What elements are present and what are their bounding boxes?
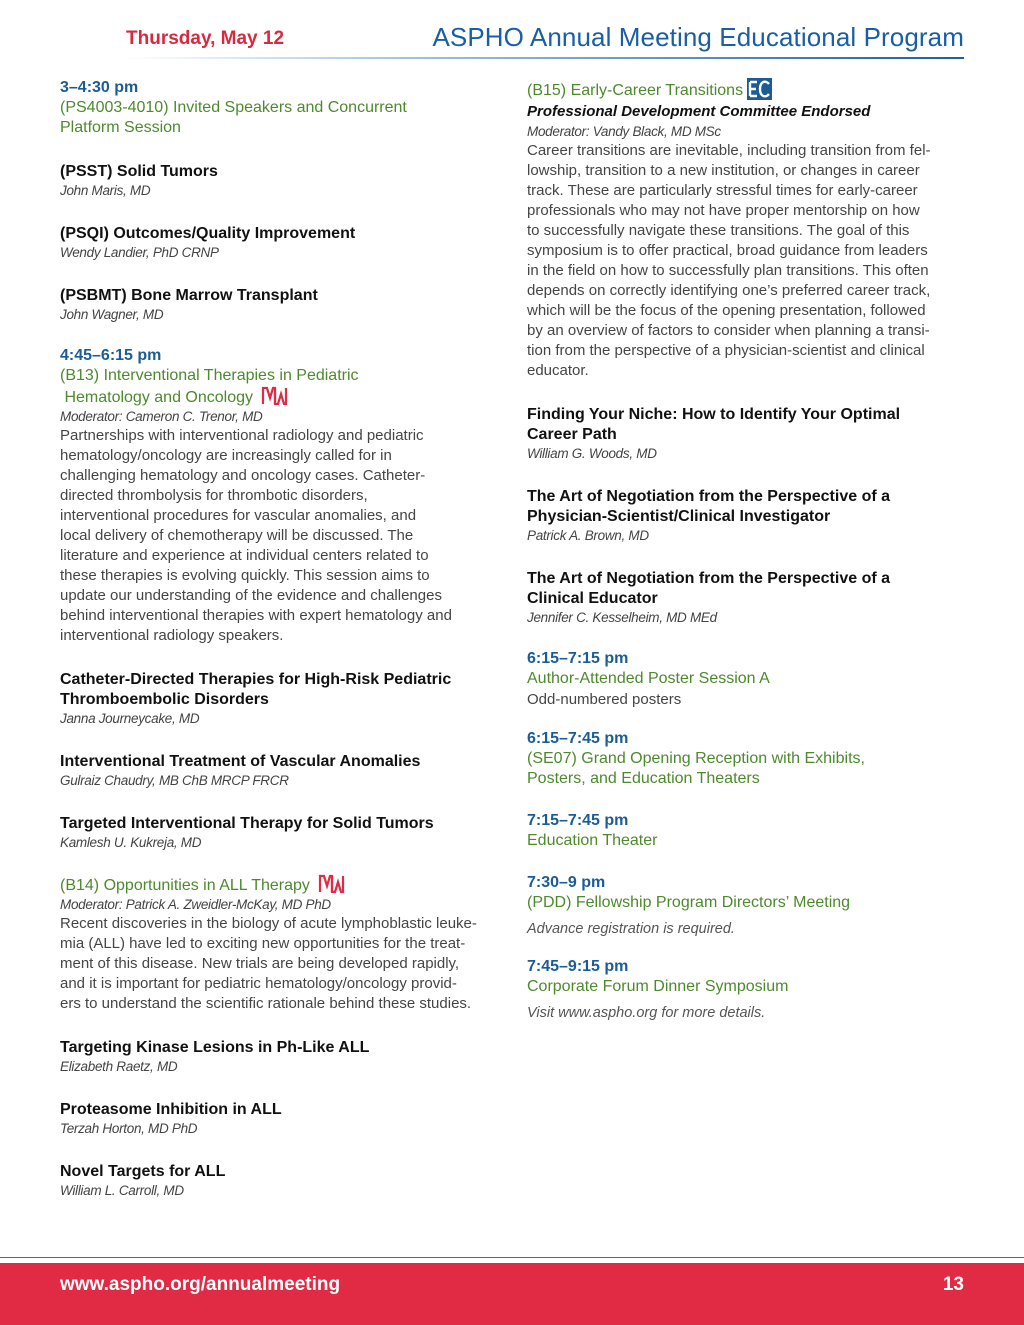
talk-title: The Art of Negotiation from the Perspective of a <box>527 488 891 505</box>
footer-url[interactable]: www.aspho.org/annualmeeting <box>60 1274 341 1295</box>
session-title-text: (B14) Opportunities in ALL Therapy <box>60 877 310 894</box>
event-title: (PDD) Fellowship Program Directors’ Meeting <box>527 894 851 911</box>
event-time: 6:15–7:45 pm <box>527 730 629 747</box>
talk-title-cont: Career Path <box>527 426 617 443</box>
talk-title: (PSBMT) Bone Marrow Transplant <box>60 287 318 304</box>
session-title: (B13) Interventional Therapies in Pediatric <box>60 367 359 384</box>
talk-title: Targeting Kinase Lesions in Ph-Like ALL <box>60 1039 370 1056</box>
talk-speaker: Kamlesh U. Kukreja, MD <box>60 835 202 850</box>
session-moderator: Moderator: Cameron C. Trenor, MD <box>60 409 263 424</box>
talk-speaker: Terzah Horton, MD PhD <box>60 1121 198 1136</box>
desc-line: Recent discoveries in the biology of acute lymphoblastic leuke- <box>60 915 477 932</box>
desc-line: educator. <box>527 362 589 379</box>
talk-speaker: Gulraiz Chaudry, MB ChB MRCP FRCR <box>60 773 289 788</box>
session-time: 3–4:30 pm <box>60 79 139 96</box>
desc-line: depends on correctly identifying one’s preferred career track, <box>527 282 931 299</box>
talk-speaker: Janna Journeycake, MD <box>60 711 200 726</box>
event-corporate-forum <box>527 957 967 1023</box>
talk-title: Interventional Treatment of Vascular Anomalies <box>60 753 421 770</box>
footer-rule <box>0 1257 1024 1258</box>
event-poster-session <box>527 649 967 711</box>
event-note: Advance registration is required. <box>527 921 735 937</box>
desc-line: hematology/oncology are increasingly called for in <box>60 447 392 464</box>
talk-title: Catheter-Directed Therapies for High-Risk Pediatric <box>60 671 452 688</box>
talk-title: The Art of Negotiation from the Perspective of a <box>527 570 891 587</box>
session-description <box>60 426 496 646</box>
talk-title-cont: Physician-Scientist/Clinical Investigator <box>527 508 831 525</box>
desc-line: mia (ALL) have led to exciting new opportunities for the treat- <box>60 935 466 952</box>
talk-psbmt <box>60 286 496 324</box>
talk-negotiation-scientist <box>527 487 967 545</box>
talk-psqi <box>60 224 496 262</box>
talk-title: Proteasome Inhibition in ALL <box>60 1101 282 1118</box>
session-moderator: Moderator: Vandy Black, MD MSc <box>527 124 721 139</box>
desc-line: lowship, transition to a new institution, or changes in career <box>527 162 920 179</box>
talk-speaker: Elizabeth Raetz, MD <box>60 1059 178 1074</box>
desc-line: directed thrombolysis for thrombotic disorders, <box>60 487 368 504</box>
event-education-theater <box>527 811 967 851</box>
talk-title: (PSQI) Outcomes/Quality Improvement <box>60 225 356 242</box>
session-description <box>527 141 967 381</box>
talk-kinase <box>60 1038 496 1076</box>
event-title-cont: Posters, and Education Theaters <box>527 770 760 787</box>
talk-vascular <box>60 752 496 790</box>
event-title: Author-Attended Poster Session A <box>527 670 770 687</box>
page-number: 13 <box>942 1274 964 1295</box>
event-note: Visit www.aspho.org for more details. <box>527 1005 766 1021</box>
talk-speaker: John Maris, MD <box>60 183 151 198</box>
desc-line: track. These are particularly stressful times for early-career <box>527 182 918 199</box>
talk-speaker: John Wagner, MD <box>60 307 164 322</box>
m-badge-icon <box>318 874 345 893</box>
desc-line: these therapies is evolving quickly. This session aims to <box>60 567 430 584</box>
desc-line: which will be the focus of the opening presentation, followed <box>527 302 926 319</box>
desc-line: ment of this disease. New trials are being developed rapidly, <box>60 955 460 972</box>
desc-line: challenging hematology and oncology cases. Catheter- <box>60 467 426 484</box>
talk-title: (PSST) Solid Tumors <box>60 163 218 180</box>
talk-speaker: William G. Woods, MD <box>527 446 657 461</box>
event-time: 6:15–7:15 pm <box>527 650 629 667</box>
session-title-text: Hematology and Oncology <box>60 389 253 406</box>
talk-title-cont: Clinical Educator <box>527 590 658 607</box>
event-title: (SE07) Grand Opening Reception with Exhibits, <box>527 750 865 767</box>
desc-line: and it is important for pediatric hematology/oncology provid- <box>60 975 457 992</box>
session-description <box>60 914 496 1014</box>
desc-line: tion from the perspective of a physician-scientist and clinical <box>527 342 925 359</box>
desc-line: literature and experience at individual centers related to <box>60 547 429 564</box>
desc-line: Partnerships with interventional radiology and pediatric <box>60 427 424 444</box>
desc-line: in the field on how to successfully plan transitions. This often <box>527 262 929 279</box>
desc-line: professionals who may not have proper mentorship on how <box>527 202 920 219</box>
session-title-text: (B15) Early-Career Transitions <box>527 82 744 99</box>
talk-niche <box>527 405 967 463</box>
session-b14 <box>60 874 496 1014</box>
header-title: ASPHO Annual Meeting Educational Program <box>432 22 964 52</box>
header-day: Thursday, May 12 <box>126 28 285 49</box>
desc-line: ers to understand the scientific rationale behind these studies. <box>60 995 472 1012</box>
talk-title-cont: Thromboembolic Disorders <box>60 691 269 708</box>
talk-solid-tumors <box>60 814 496 852</box>
desc-line: interventional procedures for vascular anomalies, and <box>60 507 417 524</box>
event-time: 7:30–9 pm <box>527 874 606 891</box>
session-b15 <box>527 78 967 381</box>
left-column <box>60 78 496 1200</box>
right-column <box>527 78 967 1023</box>
talk-negotiation-educator <box>527 569 967 627</box>
session-ps4003 <box>60 78 496 138</box>
session-title-cont: Platform Session <box>60 119 181 136</box>
m-badge-icon <box>261 386 288 405</box>
session-title <box>60 874 496 896</box>
talk-catheter <box>60 670 496 728</box>
desc-line: symposium is to offer practical, broad guidance from leaders <box>527 242 928 259</box>
endorsement: Professional Development Committee Endorsed <box>527 103 871 120</box>
talk-novel-targets <box>60 1162 496 1200</box>
session-title-cont <box>60 386 496 408</box>
event-title: Corporate Forum Dinner Symposium <box>527 978 789 995</box>
ec-badge-icon <box>747 78 772 100</box>
desc-line: local delivery of chemotherapy will be discussed. The <box>60 527 414 544</box>
event-time: 7:15–7:45 pm <box>527 812 629 829</box>
talk-psst <box>60 162 496 200</box>
event-title: Education Theater <box>527 832 658 849</box>
page-header <box>0 0 1024 62</box>
desc-line: Career transitions are inevitable, including transition from fel- <box>527 142 931 159</box>
desc-line: to successfully navigate these transitions. The goal of this <box>527 222 910 239</box>
talk-proteasome <box>60 1100 496 1138</box>
event-pdd <box>527 873 967 939</box>
session-title <box>527 78 967 101</box>
session-time: 4:45–6:15 pm <box>60 347 162 364</box>
header-rule <box>126 57 964 59</box>
desc-line: behind interventional therapies with expert hematology and <box>60 607 452 624</box>
desc-line: interventional radiology speakers. <box>60 627 284 644</box>
talk-speaker: Wendy Landier, PhD CRNP <box>60 245 219 260</box>
session-moderator: Moderator: Patrick A. Zweidler-McKay, MD PhD <box>60 897 331 912</box>
event-se07 <box>527 729 967 789</box>
event-time: 7:45–9:15 pm <box>527 958 629 975</box>
page-footer <box>0 1263 1024 1325</box>
session-title: (PS4003-4010) Invited Speakers and Concurrent <box>60 99 407 116</box>
talk-speaker: Patrick A. Brown, MD <box>527 528 649 543</box>
session-b13 <box>60 346 496 646</box>
talk-speaker: William L. Carroll, MD <box>60 1183 184 1198</box>
event-note: Odd-numbered posters <box>527 691 682 708</box>
desc-line: by an overview of factors to consider when planning a transi- <box>527 322 930 339</box>
talk-title: Novel Targets for ALL <box>60 1163 226 1180</box>
talk-title: Finding Your Niche: How to Identify Your Optimal <box>527 406 901 423</box>
talk-speaker: Jennifer C. Kesselheim, MD MEd <box>527 610 717 625</box>
desc-line: update our understanding of the evidence and challenges <box>60 587 442 604</box>
talk-title: Targeted Interventional Therapy for Solid Tumors <box>60 815 434 832</box>
